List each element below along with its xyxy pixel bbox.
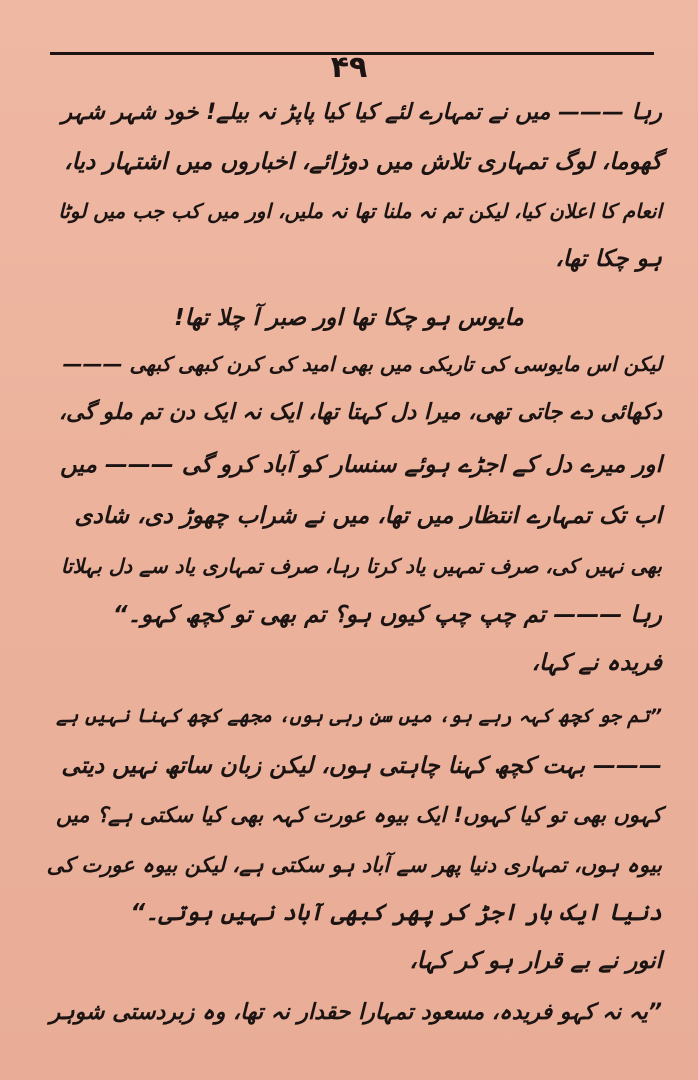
text-line-1: رہا ——— میں نے تمہارے لئے کیا کیا پاپڑ نہ بیلے! خود شہر شہر xyxy=(61,100,662,125)
text-line-18: انور نے بے قرار ہو کر کہا، xyxy=(409,948,662,974)
text-line-5: مایوس ہو چکا تھا اور صبر آ چلا تھا! xyxy=(174,305,524,331)
text-line-6: لیکن اس مایوسی کی تاریکی میں بھی امید کی کرن کبھی کبھی ——— xyxy=(62,352,662,376)
text-line-14: ——— بہت کچھ کہنا چاہتی ہوں، لیکن زبان ساتھ نہیں دیتی xyxy=(61,753,662,779)
text-line-11: رہا ——— تم چپ چپ کیوں ہو؟ تم بھی تو کچھ کہو۔“ xyxy=(112,602,662,628)
text-line-9: اب تک تمہارے انتظار میں تھا، میں نے شراب چھوڑ دی، شادی xyxy=(74,503,662,529)
text-line-15: کہوں بھی تو کیا کہوں! ایک بیوہ عورت کہہ بھی کیا سکتی ہے؟ میں xyxy=(55,803,662,827)
text-line-12: فریدہ نے کہا، xyxy=(531,650,662,676)
text-line-19: ”یہ نہ کہو فریدہ، مسعود تمہارا حقدار نہ تھا، وہ زبردستی شوہر xyxy=(49,1000,662,1025)
text-line-17: دنیا ایک بار اجڑ کر پھر کبھی آباد نہیں ہوتی۔“ xyxy=(130,900,662,926)
text-line-7: دکھائی دے جاتی تھی، میرا دل کہتا تھا، ایک نہ ایک دن تم ملو گی، xyxy=(58,400,662,425)
text-line-8: اور میرے دل کے اجڑے ہوئے سنسار کو آباد کرو گی ——— میں xyxy=(60,452,662,478)
page-number: ۴۹ xyxy=(330,50,368,85)
text-line-3: انعام کا اعلان کیا، لیکن تم نہ ملنا تھا نہ ملیں، اور میں کب جب میں لوٹا xyxy=(58,199,662,223)
text-line-13: ”تم جو کچھ کہہ رہے ہو، میں سن رہی ہوں، مجھے کچھ کہنا نہیں ہے xyxy=(56,705,662,727)
text-line-2: گھوما، لوگ تمہاری تلاش میں دوڑائے، اخباروں میں اشتہار دیا، xyxy=(64,149,662,175)
text-line-16: بیوہ ہوں، تمہاری دنیا پھر سے آباد ہو سکتی ہے، لیکن بیوہ عورت کی xyxy=(46,853,662,877)
text-line-10: بھی نہیں کی، صرف تمہیں یاد کرتا رہا، صرف تمہاری یاد سے دل بہلاتا xyxy=(60,554,662,578)
text-line-4: ہو چکا تھا، xyxy=(555,246,662,272)
